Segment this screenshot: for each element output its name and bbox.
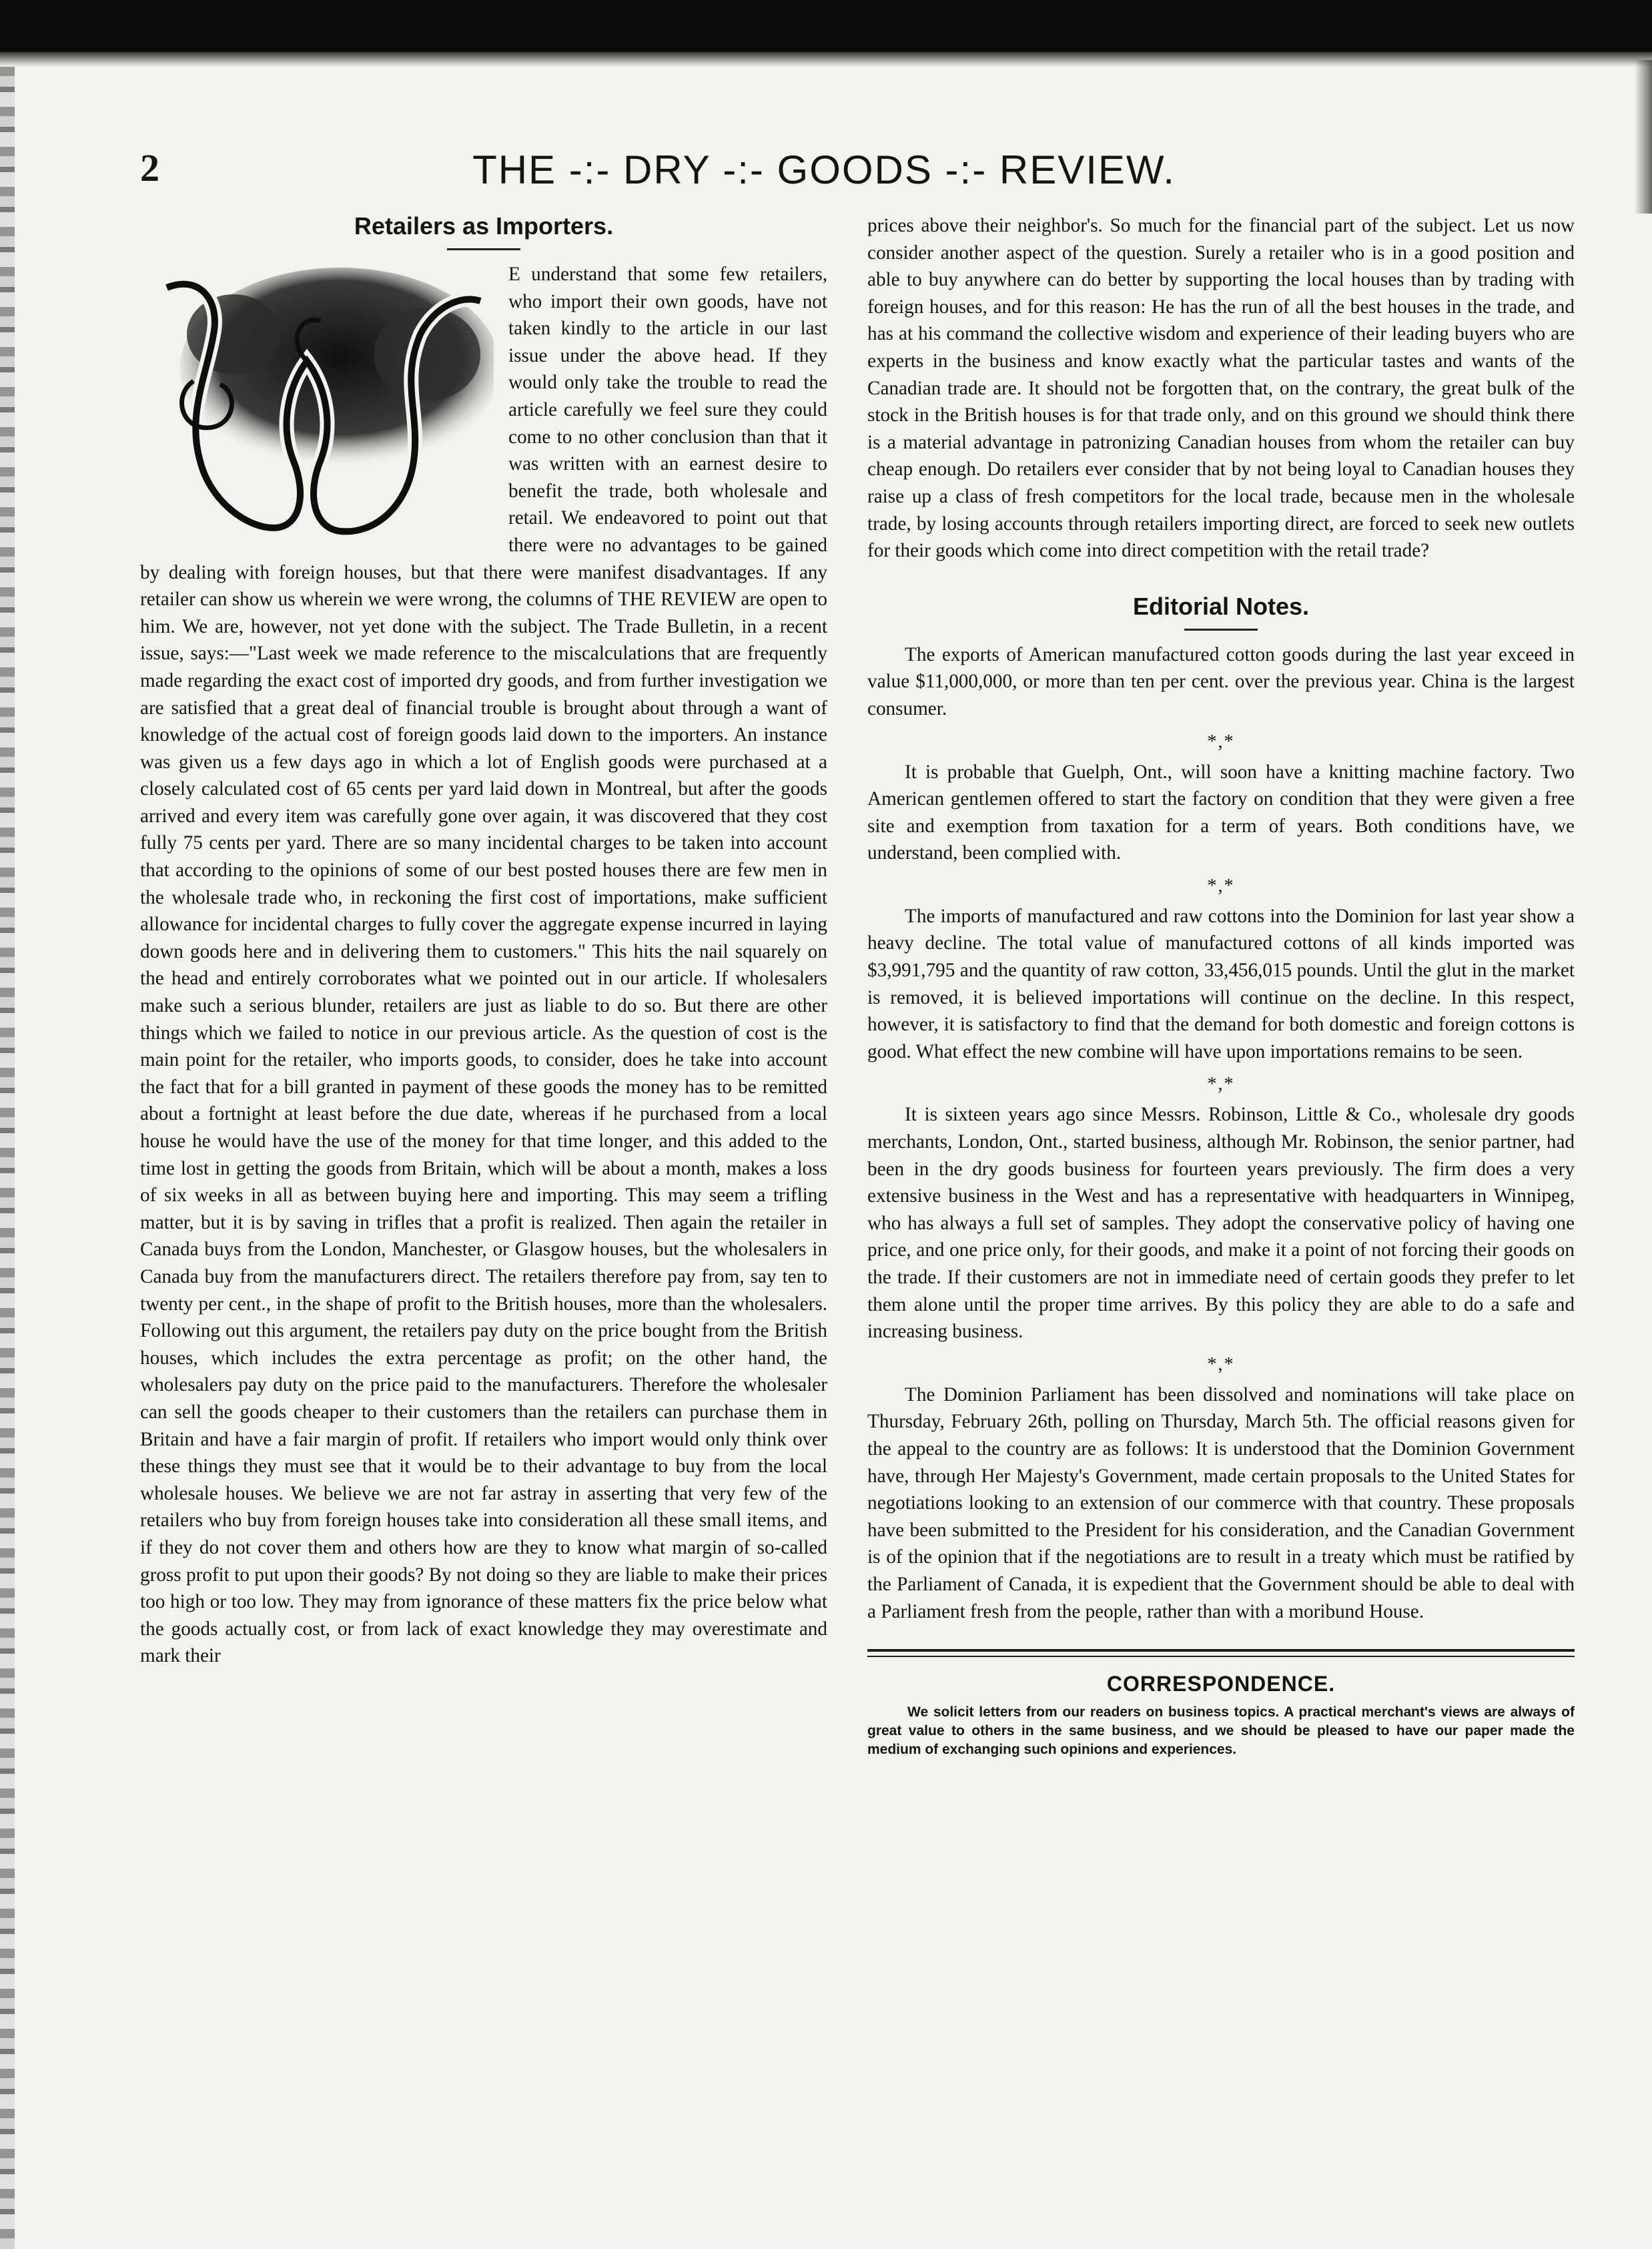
ornamental-initial-w-icon <box>140 261 494 555</box>
title-rule <box>1184 629 1258 631</box>
section-separator: *,* <box>1207 731 1235 752</box>
page-number: 2 <box>140 146 159 190</box>
retailers-title: Retailers as Importers. <box>354 212 614 240</box>
running-title: THE -:- DRY -:- GOODS -:- REVIEW. <box>472 147 1176 192</box>
retailers-article <box>140 261 827 1670</box>
left-column <box>140 212 827 2208</box>
retailers-continuation: prices above their neighbor's. So much for the financial part of the subject. Let us now consider another aspect of the question. Surely a retailer who is in a good position and able to buy anywhere can do better by supporting the local houses than by trading with foreign houses, and for this reason: He has the run of all the best houses in the trade, and has at his command the collective wisdom and experience of their leading buyers who are experts in the business and know exactly what the particular tastes and wants of the Canadian trade are. It should not be forgotten that, on the contrary, the great bulk of the stock in the British houses is for that trade only, and on this ground we should think there is a material advantage in patronizing Canadian houses from whom the retailer can buy cheap enough. Do retailers ever consider that by not being loyal to Canadian houses they raise up a class of fresh competitors for the local trade, because men in the wholesale trade, by losing accounts through retailers importing direct, are forced to seek new outlets for their goods which come into direct competition with the retail trade? <box>867 215 1575 562</box>
scan-top-border <box>0 0 1652 52</box>
section-separator: *,* <box>1207 1074 1235 1095</box>
scan-left-edge <box>0 67 15 2249</box>
title-rule <box>447 248 520 250</box>
scan-top-shadow <box>0 52 1652 67</box>
editorial-note: The imports of manufactured and raw cottons into the Dominion for last year show a heavy decline. The total value of manufactured cottons of all kinds imported was $3,991,795 and the quantity of raw cotton, 33,456,015 pounds. Until the glut in the market is removed, it is believed importations will continue on the decline. In this respect, however, it is satisfactory to find that the demand for both domestic and foreign cottons is good. What effect the new combine will have upon importations remains to be seen. <box>867 905 1575 1062</box>
editorial-note: It is sixteen years ago since Messrs. Robinson, Little & Co., wholesale dry goods merchants, London, Ont., started business, although Mr. Robinson, the senior partner, had been in the dry goods business for fourteen years previously. The firm does a very extensive business in the West and has a representative with headquarters in Winnipeg, who has always a full set of samples. They adopt the conservative policy of having one price, and one price only, for their goods, and make it a point of not forcing their goods on the trade. If their customers are not in immediate need of certain goods they prefer to let them alone until the proper time arrives. By this policy they are able to do a safe and increasing business. <box>867 1104 1575 1343</box>
correspondence-title: CORRESPONDENCE. <box>1106 1672 1336 1696</box>
editorial-notes-title: Editorial Notes. <box>1132 592 1310 620</box>
section-separator: *,* <box>1207 875 1235 896</box>
right-column <box>867 212 1575 2208</box>
editorial-note: The Dominion Parliament has been dissolved and nominations will take place on Thursday, February 26th, polling on Thursday, March 5th. The official reasons given for the appeal to the country are as follows: It is understood that the Dominion Government have, through Her Majesty's Government, made certain proposals to the United States for negotiations looking to an extension of our commerce with that country. These proposals have been submitted to the President for his consideration, and the Canadian Government is of the opinion that if the negotiations are to result in a treaty which must be ratified by the Parliament of Canada, it is expedient that the Government should be able to deal with a Parliament fresh from the people, rather than with a moribund House. <box>867 1383 1575 1622</box>
editorial-note: The exports of American manufactured cotton goods during the last year exceed in value $11,000,000, or more than ten per cent. over the previous year. China is the largest consumer. <box>867 643 1575 719</box>
section-divider <box>867 1649 1575 1657</box>
retailers-body: E understand that some few retailers, who import their own goods, have not taken kindly to the article in our last issue under the above head. If they would only take the trouble to read the article carefully we feel sure they could come to no other conclusion than that it was written with an earnest desire to benefit the trade, both wholesale and retail. We endeavored to point out that there were no advantages to be gained by dealing with foreign houses, but that there were manifest disadvantages. If any retailer can show us wherein we were wrong, the columns of THE REVIEW are open to him. We are, however, not yet done with the subject. The Trade Bulletin, in a recent issue, says:—"Last week we made reference to the miscalculations that are frequently made regarding the exact cost of imported dry goods, and from further investigation we are satisfied that a great deal of financial trouble is brought about through a want of knowledge of the actual cost of foreign goods laid down to the importers. An instance was given us a few days ago in which a lot of English goods were purchased at a closely calculated cost of 65 cents per yard laid down in Montreal, but after the goods arrived and every item was carefully gone over again, it was discovered that they cost fully 75 cents per yard. There are so many incidental charges to be taken into account that according to the opinions of some of our best posted houses there are few men in the wholesale trade who, in reckoning the first cost of importations, make sufficient allowance for incidental charges to fully cover the aggregate expense incurred in laying down goods here and in delivering them to customers." This hits the nail squarely on the head and entirely corroborates what we pointed out in our article. If wholesalers make such a serious blunder, retailers are just as liable to do so. But there are other things which we failed to notice in our previous article. As the question of cost is the main point for the retailer, who imports goods, to consider, does he take into account the fact that for a bill granted in payment of these goods the money has to be remitted about a fortnight at least before the due date, whereas if he purchased from a local house he would have the use of the money for that time longer, and this added to the time lost in getting the goods from Britain, which will be about a month, makes a loss of six weeks in all as between buying here and importing. This may seem a trifling matter, but it is by saving in trifles that a profit is realized. Then again the retailer in Canada buys from the London, Manchester, or Glasgow houses, but the wholesalers in Canada buy from the manufacturers direct. The retailers therefore pay from, say ten to twenty per cent., in the shape of profit to the British houses, more than the wholesalers. Following out this argument, the retailers pay duty on the price bought from the British houses, which includes the extra percentage as profit; on the other hand, the wholesalers pay duty on the price paid to the manufacturers. Therefore the wholesaler can sell the goods cheaper to their customers than the retailers can purchase them in Britain and have a fair margin of profit. If retailers who import would only think over these things they must see that it would be to their advantage to buy from the local wholesale houses. We believe we are not far astray in asserting that very few of the retailers who buy from foreign houses take into consideration all these small items, and if they do not cover them and others how are they to know what margin of so-called gross profit to put upon their goods? By not doing so they are liable to make their prices too high or too low. They may from ignorance of these matters fix the price below what the goods actually cost, or from lack of exact knowledge they may overestimate and mark their <box>140 264 827 1667</box>
correspondence-text: We solicit letters from our readers on business topics. A practical merchant's views are always of great value to others in the same business, and we should be pleased to have our paper made the medium of exchanging such opinions and experiences. <box>867 1704 1575 1758</box>
editorial-note: It is probable that Guelph, Ont., will soon have a knitting machine factory. Two American gentlemen offered to start the factory on condition that they were given a free site and exemption from taxation for a term of years. Both conditions have, we understand, been complied with. <box>867 761 1575 864</box>
scan-right-edge <box>1635 60 1652 214</box>
section-separator: *,* <box>1207 1353 1235 1375</box>
